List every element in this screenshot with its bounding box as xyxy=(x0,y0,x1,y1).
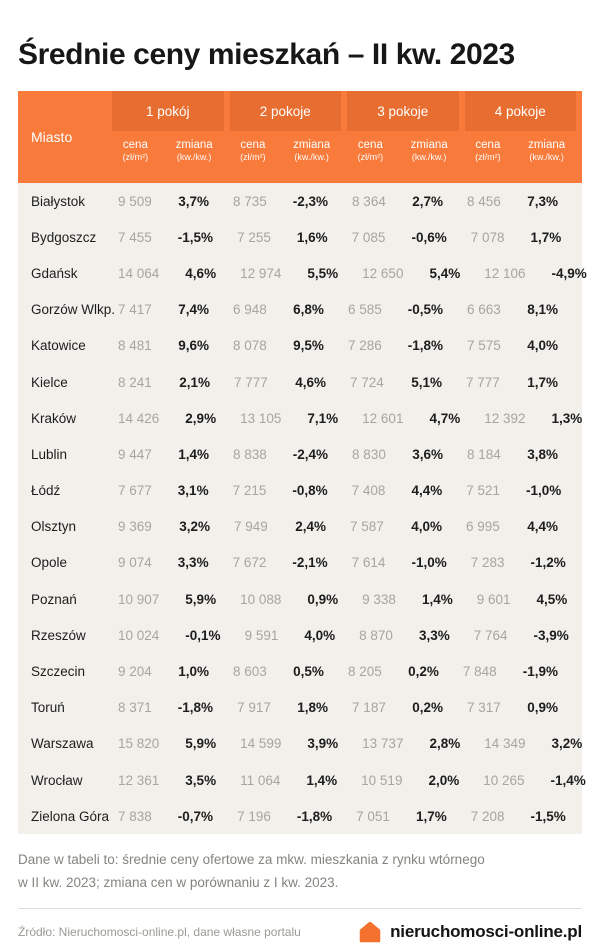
table-row xyxy=(18,400,582,436)
price-value: 7 777 xyxy=(234,374,268,390)
table-row xyxy=(18,690,582,726)
change-header-label: zmiana xyxy=(528,139,566,151)
change-value: 4,7% xyxy=(429,410,461,426)
change-value: 1,7% xyxy=(415,808,447,824)
table-row xyxy=(18,436,582,472)
change-value: 5,9% xyxy=(185,736,217,752)
price-header-unit: (zł/m²) xyxy=(475,152,501,163)
change-header xyxy=(171,138,230,164)
table-row xyxy=(18,183,582,219)
price-value: 15 820 xyxy=(118,736,160,752)
price-value: 9 509 xyxy=(118,193,152,209)
table-header-right xyxy=(112,91,582,183)
price-value: 12 974 xyxy=(240,265,282,281)
table-row xyxy=(18,364,582,400)
change-header xyxy=(288,138,347,164)
price-value: 6 948 xyxy=(232,302,267,318)
change-value: 3,6% xyxy=(412,446,444,462)
change-value: -1,9% xyxy=(522,664,558,680)
city-name: Kielce xyxy=(31,374,68,390)
price-value: 11 064 xyxy=(240,772,281,788)
price-value: 10 265 xyxy=(483,772,525,788)
change-value: 0,9% xyxy=(527,700,558,716)
price-value: 7 724 xyxy=(350,374,384,390)
price-value: 12 601 xyxy=(362,410,404,426)
change-value: 5,9% xyxy=(185,591,217,607)
change-value: -1,5% xyxy=(530,808,566,824)
change-value: 0,2% xyxy=(412,700,444,716)
price-value: 7 764 xyxy=(473,627,508,643)
change-value: -1,4% xyxy=(550,772,586,788)
city-name: Warszawa xyxy=(31,736,94,752)
price-header-unit: (zł/m²) xyxy=(240,152,266,163)
source-text: Źródło: Nieruchomosci-online.pl, dane własne portalu xyxy=(18,924,301,939)
change-value: 7,3% xyxy=(527,193,558,209)
city-name: Łódź xyxy=(31,483,61,499)
price-header-label: cena xyxy=(357,139,383,151)
prices-table xyxy=(18,91,587,834)
price-header xyxy=(112,138,171,164)
change-value: -1,2% xyxy=(530,555,566,571)
change-header xyxy=(406,138,465,164)
table-row xyxy=(18,762,586,798)
price-value: 10 519 xyxy=(361,772,403,788)
change-value: 1,4% xyxy=(306,772,338,788)
brand-logo xyxy=(358,920,582,944)
change-value: 2,0% xyxy=(428,772,460,788)
city-name: Bydgoszcz xyxy=(31,229,97,245)
price-header-unit: (zł/m²) xyxy=(122,152,149,163)
price-value: 8 456 xyxy=(467,193,501,209)
footnote-line: Dane w tabeli to: średnie ceny ofertowe za mkw. mieszkania z rynku wtórnego xyxy=(18,852,485,868)
change-value: 3,8% xyxy=(527,446,558,462)
footnote xyxy=(18,848,582,894)
change-value: 2,8% xyxy=(429,736,461,752)
price-value: 7 848 xyxy=(462,664,497,680)
change-header-label: zmiana xyxy=(293,139,331,151)
price-header-label: cena xyxy=(122,139,148,151)
table-row xyxy=(18,292,582,328)
change-value: -1,8% xyxy=(177,700,214,716)
footnote-line: w II kw. 2023; zmiana cen w porównaniu z I kw. 2023. xyxy=(18,875,339,891)
change-value: 3,2% xyxy=(551,736,583,752)
table-row xyxy=(18,328,582,364)
price-value: 7 587 xyxy=(350,519,384,535)
price-value: 8 838 xyxy=(232,446,267,462)
price-value: 7 672 xyxy=(232,555,267,571)
price-value: 13 737 xyxy=(362,736,404,752)
price-value: 10 907 xyxy=(118,591,160,607)
price-value: 7 949 xyxy=(234,519,268,535)
change-header xyxy=(523,138,582,164)
price-value: 8 364 xyxy=(352,193,386,209)
price-value: 7 677 xyxy=(118,483,152,499)
change-value: 4,0% xyxy=(411,519,442,535)
price-value: 12 106 xyxy=(484,265,526,281)
change-value: 2,1% xyxy=(179,374,210,390)
change-value: 2,4% xyxy=(295,519,326,535)
price-value: 8 830 xyxy=(352,446,386,462)
price-value: 7 208 xyxy=(470,808,505,824)
change-value: 1,7% xyxy=(527,374,558,390)
change-value: -1,0% xyxy=(411,555,447,571)
price-value: 7 417 xyxy=(118,302,152,318)
change-value: 1,6% xyxy=(296,229,328,245)
change-value: -0,7% xyxy=(177,808,214,824)
change-value: 0,5% xyxy=(293,664,324,680)
price-value: 12 650 xyxy=(362,265,404,281)
price-value: 6 663 xyxy=(467,302,501,318)
price-value: 7 408 xyxy=(351,483,386,499)
city-name: Kraków xyxy=(31,410,77,426)
price-value: 9 074 xyxy=(118,555,152,571)
price-value: 12 392 xyxy=(484,410,526,426)
table-row xyxy=(18,798,582,834)
city-name: Wrocław xyxy=(31,772,83,788)
price-value: 8 481 xyxy=(118,338,152,354)
change-value: 5,4% xyxy=(429,265,461,281)
change-value: -1,0% xyxy=(526,483,562,499)
divider xyxy=(18,908,582,909)
table-row xyxy=(18,617,582,653)
change-value: 4,0% xyxy=(304,627,336,643)
table-body xyxy=(18,183,587,834)
change-header-label: zmiana xyxy=(410,139,448,151)
change-value: -3,9% xyxy=(533,627,569,643)
price-value: 9 369 xyxy=(118,519,152,535)
city-column-header: Miasto xyxy=(31,129,73,145)
change-value: 3,3% xyxy=(418,627,450,643)
city-name: Poznań xyxy=(31,591,77,607)
page-title: Średnie ceny mieszkań – II kw. 2023 xyxy=(18,38,515,71)
source-bar xyxy=(18,920,582,944)
price-value: 7 215 xyxy=(232,483,267,499)
city-name: Toruń xyxy=(31,700,65,716)
price-value: 13 105 xyxy=(240,410,282,426)
price-value: 7 455 xyxy=(118,229,152,245)
table-row xyxy=(18,219,582,255)
change-header-unit: (kw./kw.) xyxy=(294,152,329,163)
city-name: Gorzów Wlkp. xyxy=(31,302,116,318)
change-value: -0,6% xyxy=(411,229,447,245)
price-value: 9 338 xyxy=(362,591,396,607)
price-value: 8 078 xyxy=(232,338,267,354)
city-name: Lublin xyxy=(31,446,68,462)
table-row xyxy=(18,255,587,291)
price-value: 8 735 xyxy=(232,193,267,209)
price-value: 14 064 xyxy=(118,265,160,281)
change-value: 5,1% xyxy=(411,374,442,390)
change-value: 4,4% xyxy=(527,519,558,535)
city-name: Szczecin xyxy=(31,664,86,680)
price-value: 7 085 xyxy=(351,229,386,245)
change-value: 4,4% xyxy=(411,483,443,499)
change-value: 4,0% xyxy=(527,338,558,354)
price-value: 7 614 xyxy=(351,555,386,571)
price-header xyxy=(230,138,289,164)
change-value: 2,7% xyxy=(412,193,444,209)
price-value: 7 196 xyxy=(237,808,271,824)
change-value: 6,8% xyxy=(293,302,324,318)
price-value: 8 205 xyxy=(347,664,382,680)
change-value: -1,8% xyxy=(296,808,333,824)
house-icon xyxy=(358,920,382,944)
price-value: 7 317 xyxy=(467,700,501,716)
price-value: 10 024 xyxy=(118,627,160,643)
change-value: -2,4% xyxy=(292,446,329,462)
change-value: 4,5% xyxy=(536,591,568,607)
column-group-headers xyxy=(112,91,582,131)
price-header xyxy=(465,138,524,164)
change-value: 1,3% xyxy=(551,410,583,426)
city-name: Gdańsk xyxy=(31,265,78,281)
change-value: 3,1% xyxy=(177,483,209,499)
change-value: -2,1% xyxy=(292,555,328,571)
change-value: -0,5% xyxy=(407,302,444,318)
city-name: Zielona Góra xyxy=(31,808,110,824)
price-value: 8 241 xyxy=(118,374,152,390)
change-value: 9,5% xyxy=(293,338,324,354)
column-group-header: 3 pokoje xyxy=(347,91,459,131)
price-value: 6 585 xyxy=(347,302,382,318)
change-value: -4,9% xyxy=(551,265,587,281)
change-header-unit: (kw./kw.) xyxy=(529,152,564,163)
table-row xyxy=(18,726,582,762)
price-value: 9 601 xyxy=(476,591,511,607)
price-value: 8 870 xyxy=(359,627,393,643)
change-value: -1,5% xyxy=(177,229,214,245)
change-header-unit: (kw./kw.) xyxy=(411,152,447,163)
column-group-header: 4 pokoje xyxy=(465,91,577,131)
change-value: -2,3% xyxy=(292,193,329,209)
change-header-unit: (kw./kw.) xyxy=(176,152,212,163)
price-value: 7 255 xyxy=(237,229,271,245)
change-value: 1,8% xyxy=(297,700,329,716)
change-value: 3,2% xyxy=(179,519,210,535)
price-value: 8 603 xyxy=(232,664,267,680)
table-row xyxy=(18,509,582,545)
change-value: -1,8% xyxy=(407,338,444,354)
column-sub-headers xyxy=(112,138,582,164)
table-row xyxy=(18,581,582,617)
change-value: 3,5% xyxy=(185,772,217,788)
change-value: 1,7% xyxy=(530,229,562,245)
change-value: 5,5% xyxy=(307,265,339,281)
price-value: 7 283 xyxy=(470,555,505,571)
change-value: 2,9% xyxy=(185,410,217,426)
price-value: 9 204 xyxy=(118,664,152,680)
column-group-header: 2 pokoje xyxy=(230,91,342,131)
change-value: 7,1% xyxy=(307,410,339,426)
table-row xyxy=(18,653,582,689)
change-value: 8,1% xyxy=(527,302,558,318)
price-header-label: cena xyxy=(240,139,266,151)
price-value: 9 447 xyxy=(118,446,152,462)
price-value: 8 371 xyxy=(118,700,152,716)
change-value: 1,4% xyxy=(421,591,453,607)
price-value: 7 078 xyxy=(470,229,505,245)
price-value: 7 575 xyxy=(467,338,501,354)
change-value: 0,2% xyxy=(408,664,439,680)
price-value: 7 777 xyxy=(466,374,500,390)
change-value: 7,4% xyxy=(178,302,209,318)
price-value: 6 995 xyxy=(466,519,500,535)
price-header-label: cena xyxy=(475,139,501,151)
change-value: 4,6% xyxy=(185,265,217,281)
price-value: 10 088 xyxy=(240,591,282,607)
change-value: 3,9% xyxy=(307,736,339,752)
price-value: 7 917 xyxy=(237,700,271,716)
logo-text: nieruchomosci-online.pl xyxy=(390,921,582,941)
price-header xyxy=(347,138,406,164)
table-row xyxy=(18,545,582,581)
change-value: -0,8% xyxy=(292,483,328,499)
price-value: 7 286 xyxy=(347,338,382,354)
change-value: 3,7% xyxy=(178,193,209,209)
change-value: 9,6% xyxy=(178,338,209,354)
price-value: 14 426 xyxy=(118,410,160,426)
price-value: 12 361 xyxy=(118,772,160,788)
price-value: 14 349 xyxy=(484,736,526,752)
change-value: -0,1% xyxy=(185,627,221,643)
city-name: Białystok xyxy=(31,193,86,209)
city-name: Opole xyxy=(31,555,68,571)
change-value: 4,6% xyxy=(295,374,326,390)
price-value: 7 051 xyxy=(356,808,390,824)
price-value: 7 838 xyxy=(118,808,152,824)
price-value: 8 184 xyxy=(467,446,501,462)
city-name: Rzeszów xyxy=(31,627,86,643)
city-name: Katowice xyxy=(31,338,86,354)
change-value: 1,0% xyxy=(178,664,209,680)
price-value: 9 591 xyxy=(244,627,279,643)
price-value: 7 521 xyxy=(466,483,501,499)
change-value: 0,9% xyxy=(307,591,339,607)
city-name: Olsztyn xyxy=(31,519,77,535)
price-value: 14 599 xyxy=(240,736,282,752)
column-group-header: 1 pokój xyxy=(112,91,224,131)
table-row xyxy=(18,473,582,509)
price-header-unit: (zł/m²) xyxy=(357,152,384,163)
table-header xyxy=(18,91,582,183)
price-value: 7 187 xyxy=(352,700,386,716)
change-value: 1,4% xyxy=(178,446,209,462)
change-value: 3,3% xyxy=(177,555,209,571)
change-header-label: zmiana xyxy=(175,139,213,151)
